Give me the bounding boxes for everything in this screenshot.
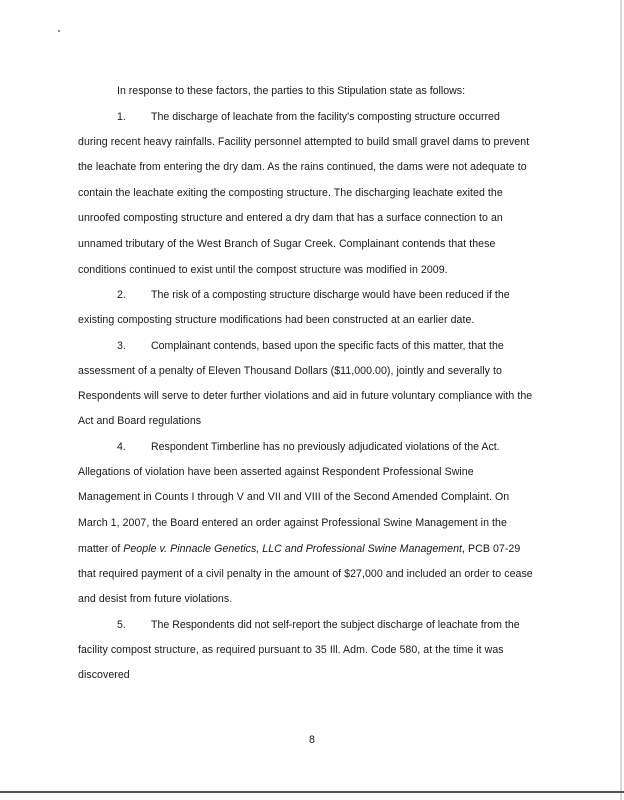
scan-speck	[58, 30, 60, 32]
paragraph-4-number: 4.	[117, 441, 126, 453]
paragraph-4-case-line	[78, 542, 558, 556]
paragraph-5-number: 5.	[117, 619, 126, 631]
scan-bottom-rule	[0, 791, 624, 793]
paragraph-3-line: Respondents will serve to deter further violations and aid in future voluntary compliance with the	[78, 390, 533, 402]
paragraph-4-line: Allegations of violation have been asserted against Respondent Professional Swine	[78, 466, 474, 478]
case-name: People v. Pinnacle Genetics, LLC and Professional Swine Management	[123, 543, 463, 555]
paragraph-3-number: 3.	[117, 340, 126, 352]
paragraph-1-line: the leachate from entering the dry dam. As the rains continued, the dams were not adequate to	[78, 161, 527, 173]
intro-text: In response to these factors, the parties to this Stipulation state as follows:	[117, 85, 466, 97]
paragraph-5-line: The Respondents did not self-report the subject discharge of leachate from the	[151, 619, 520, 631]
page-number: 8	[309, 734, 315, 746]
case-line-prefix: matter of	[78, 543, 124, 555]
paragraph-5-line: facility compost structure, as required pursuant to 35 Ill. Adm. Code 580, at the time it was	[78, 644, 504, 656]
paragraph-1-line: unnamed tributary of the West Branch of Sugar Creek. Complainant contends that these	[78, 238, 496, 250]
paragraph-1-number: 1.	[117, 111, 126, 123]
paragraph-3-line: Act and Board regulations	[78, 415, 202, 427]
case-line-suffix: , PCB 07-29	[462, 543, 521, 555]
paragraph-4-line: Management in Counts I through V and VII and VIII of the Second Amended Complaint. On	[78, 491, 510, 503]
paragraph-4-line: and desist from future violations.	[78, 593, 233, 605]
paragraph-5-line: discovered	[78, 669, 130, 681]
paragraph-1-line: during recent heavy rainfalls. Facility personnel attempted to build small gravel dams to prevent	[78, 136, 530, 148]
paragraph-3-line: assessment of a penalty of Eleven Thousand Dollars ($11,000.00), jointly and severally to	[78, 365, 502, 377]
paragraph-4-line: March 1, 2007, the Board entered an order against Professional Swine Management in the	[78, 517, 507, 529]
paragraph-2-number: 2.	[117, 289, 126, 301]
paragraph-4-line: that required payment of a civil penalty in the amount of $27,000 and included an order to cease	[78, 568, 533, 580]
paragraph-1-line: conditions continued to exist until the compost structure was modified in 2009.	[78, 264, 448, 276]
paragraph-1-line: The discharge of leachate from the facility's composting structure occurred	[151, 111, 500, 123]
paragraph-4-line: Respondent Timberline has no previously adjudicated violations of the Act.	[151, 441, 500, 453]
paragraph-1-line: unroofed composting structure and entered a dry dam that has a surface connection to an	[78, 212, 503, 224]
scan-edge	[620, 0, 622, 800]
paragraph-2-line: existing composting structure modifications had been constructed at an earlier date.	[78, 314, 475, 326]
paragraph-2-line: The risk of a composting structure discharge would have been reduced if the	[151, 289, 510, 301]
paragraph-1-line: contain the leachate exiting the composting structure. The discharging leachate exited the	[78, 187, 503, 199]
paragraph-3-line: Complainant contends, based upon the specific facts of this matter, that the	[151, 340, 504, 352]
